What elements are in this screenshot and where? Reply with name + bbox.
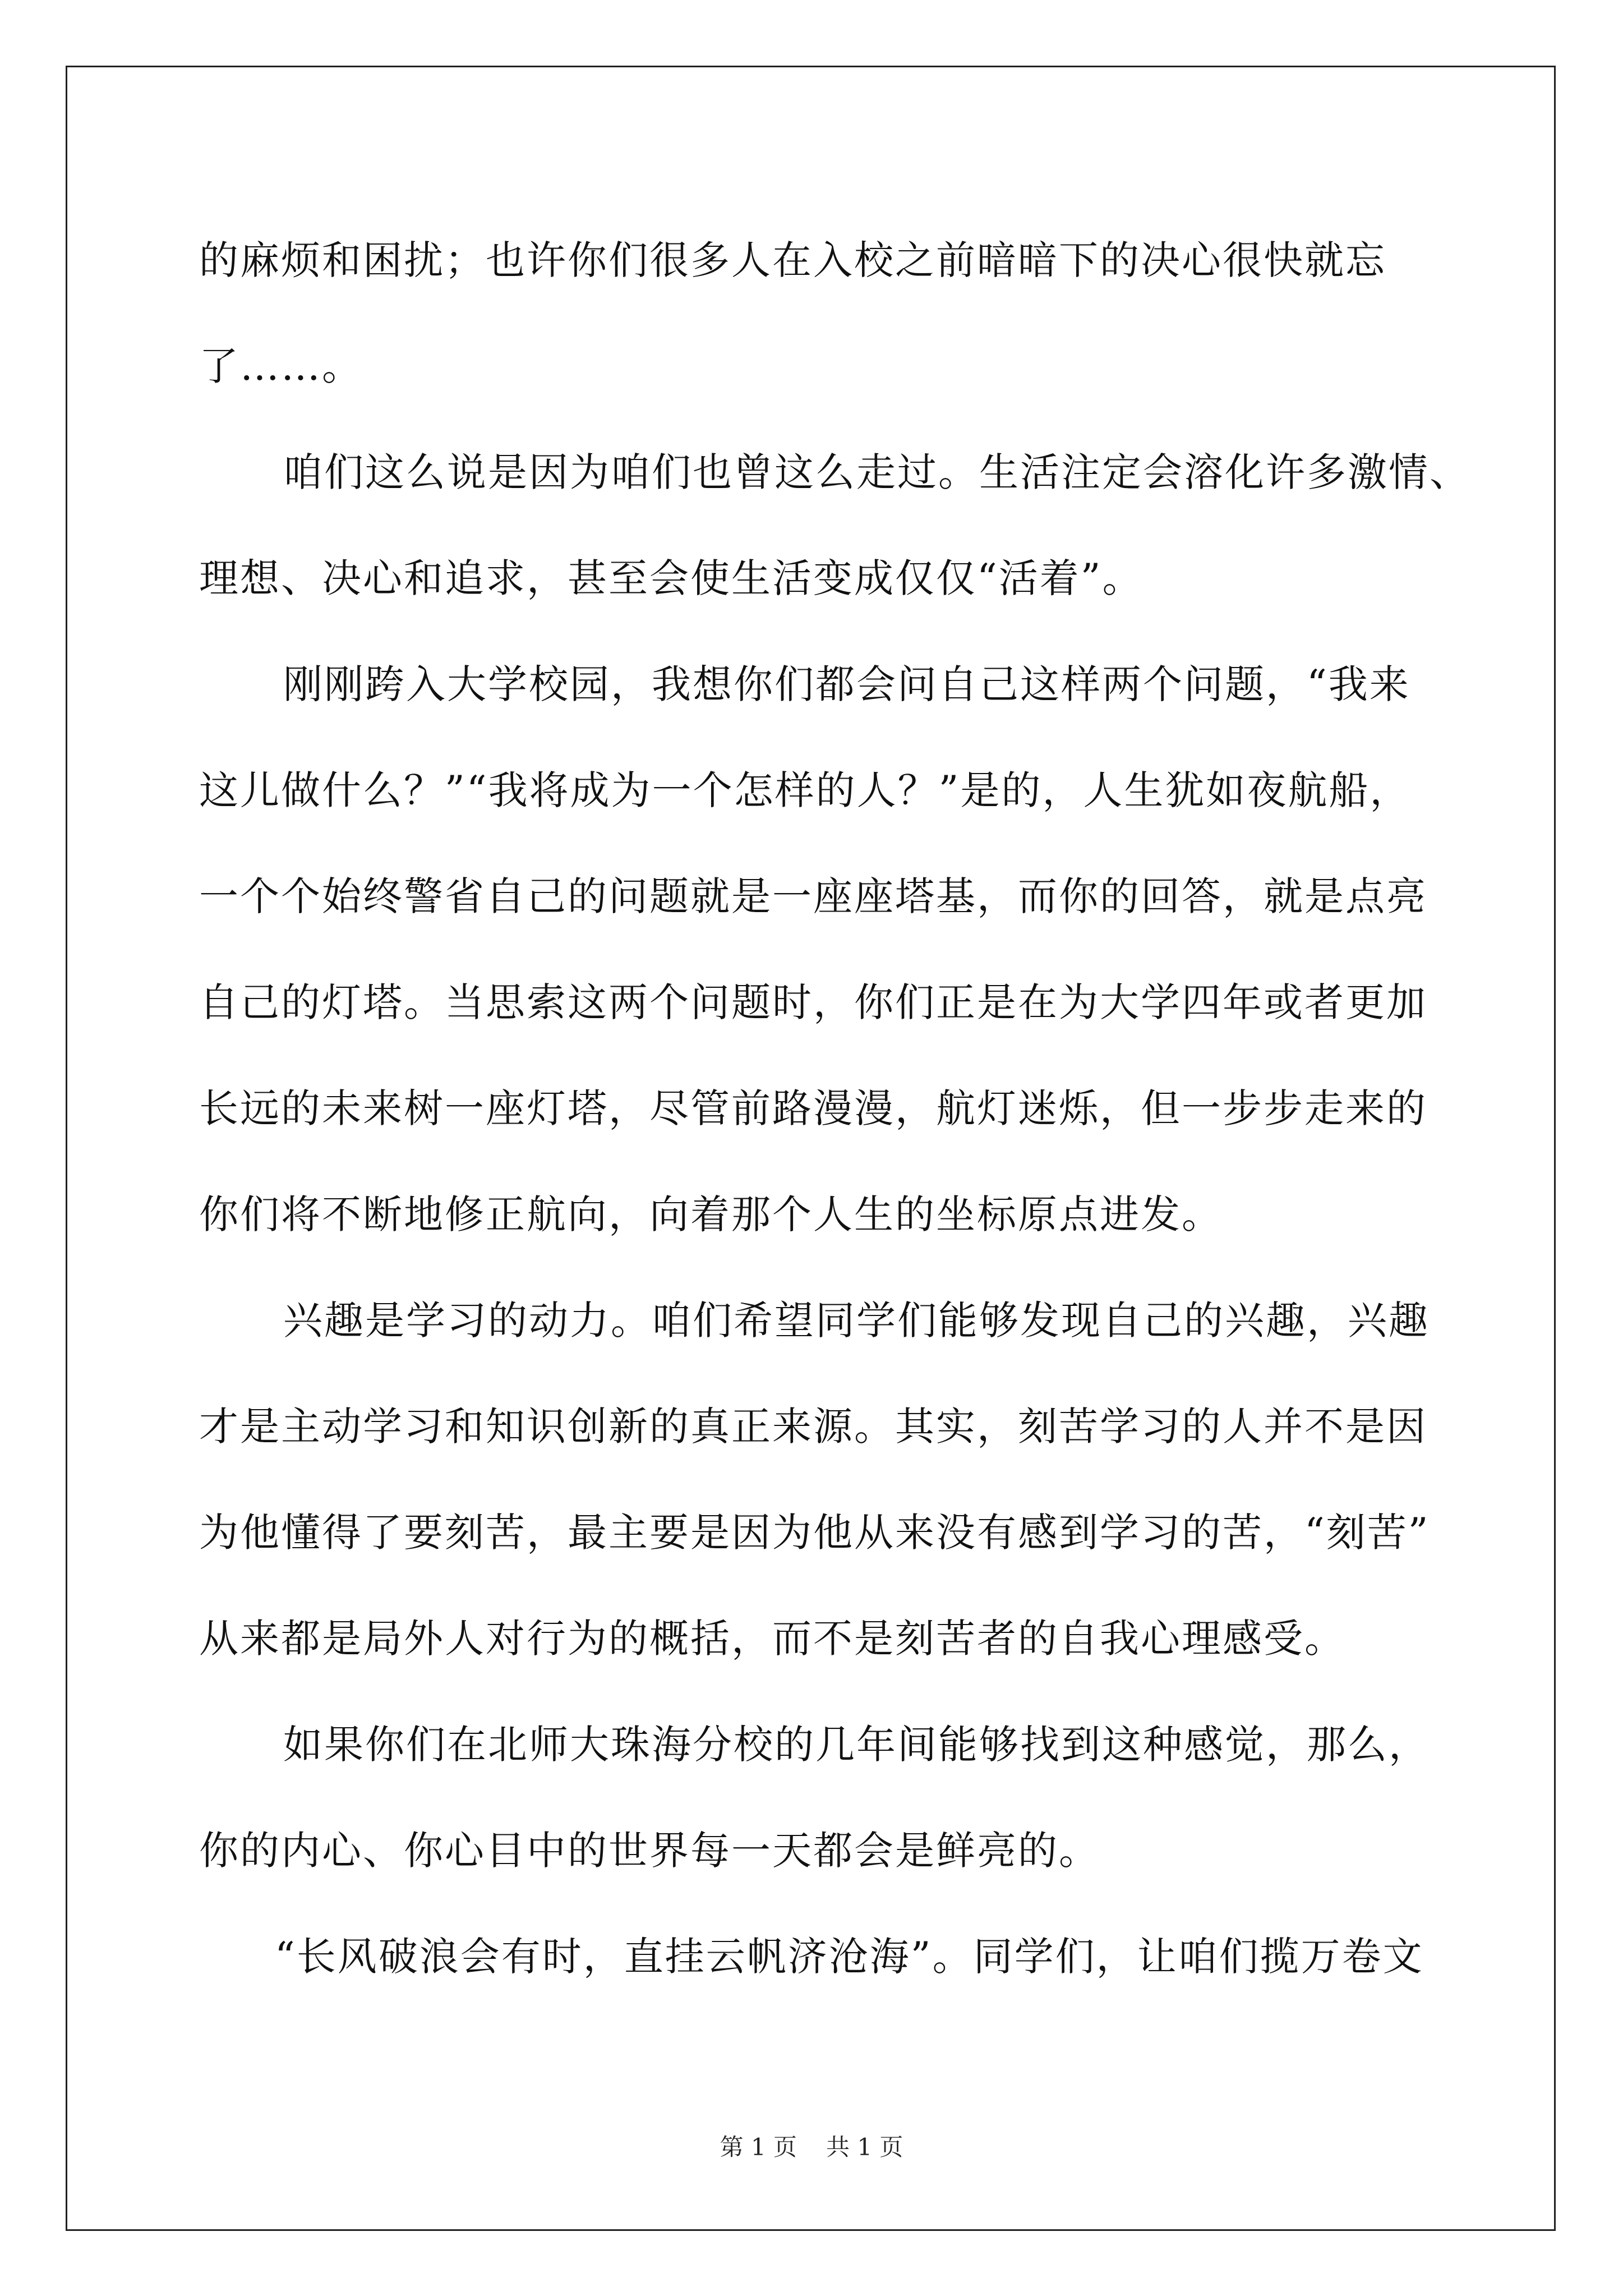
- text-line: 兴趣是学习的动力。咱们希望同学们能够发现自己的兴趣，兴趣: [283, 1297, 1430, 1343]
- text-line: 自己的灯塔。当思索这两个问题时，你们正是在为大学四年或者更加: [199, 979, 1427, 1025]
- text-line: 才是主动学习和知识创新的真正来源。其实，刻苦学习的人并不是因: [199, 1404, 1427, 1450]
- text-line: 为他懂得了要刻苦，最主要是因为他从来没有感到学习的苦，“刻苦”: [199, 1510, 1430, 1556]
- text-line: 咱们这么说是因为咱们也曾这么走过。生活注定会溶化许多激情、: [283, 449, 1470, 495]
- text-line: 你们将不断地修正航向，向着那个人生的坐标原点进发。: [199, 1191, 1223, 1237]
- page-total: 共 1 页: [826, 2133, 903, 2161]
- text-line: 长远的未来树一座灯塔，尽管前路漫漫，航灯迷烁，但一步步走来的: [199, 1085, 1427, 1131]
- text-line: 从来都是局外人对行为的概括，而不是刻苦者的自我心理感受。: [199, 1616, 1345, 1662]
- text-line: 一个个始终警省自己的问题就是一座座塔基，而你的回答，就是点亮: [199, 873, 1427, 919]
- text-line: 你的内心、你心目中的世界每一天都会是鲜亮的。: [199, 1828, 1100, 1874]
- text-line: 理想、决心和追求，甚至会使生活变成仅仅“活着”。: [199, 555, 1144, 601]
- text-line: 如果你们在北师大珠海分校的几年间能够找到这种感觉，那么，: [283, 1722, 1430, 1768]
- text-line: “长风破浪会有时，直挂云帆济沧海”。同学们，让咱们揽万卷文: [275, 1934, 1424, 1980]
- page-number: 第 1 页: [720, 2133, 797, 2161]
- text-line: 了……。: [199, 343, 363, 389]
- text-line: 的麻烦和困扰；也许你们很多人在入校之前暗暗下的决心很快就忘: [199, 237, 1386, 283]
- page-footer: [0, 2129, 1623, 2162]
- text-line: 这儿做什么？”“我将成为一个怎样的人？”是的，人生犹如夜航船，: [199, 767, 1411, 813]
- document-body: [199, 208, 1470, 2010]
- text-line: 刚刚跨入大学校园，我想你们都会问自己这样两个问题，“我来: [283, 661, 1410, 707]
